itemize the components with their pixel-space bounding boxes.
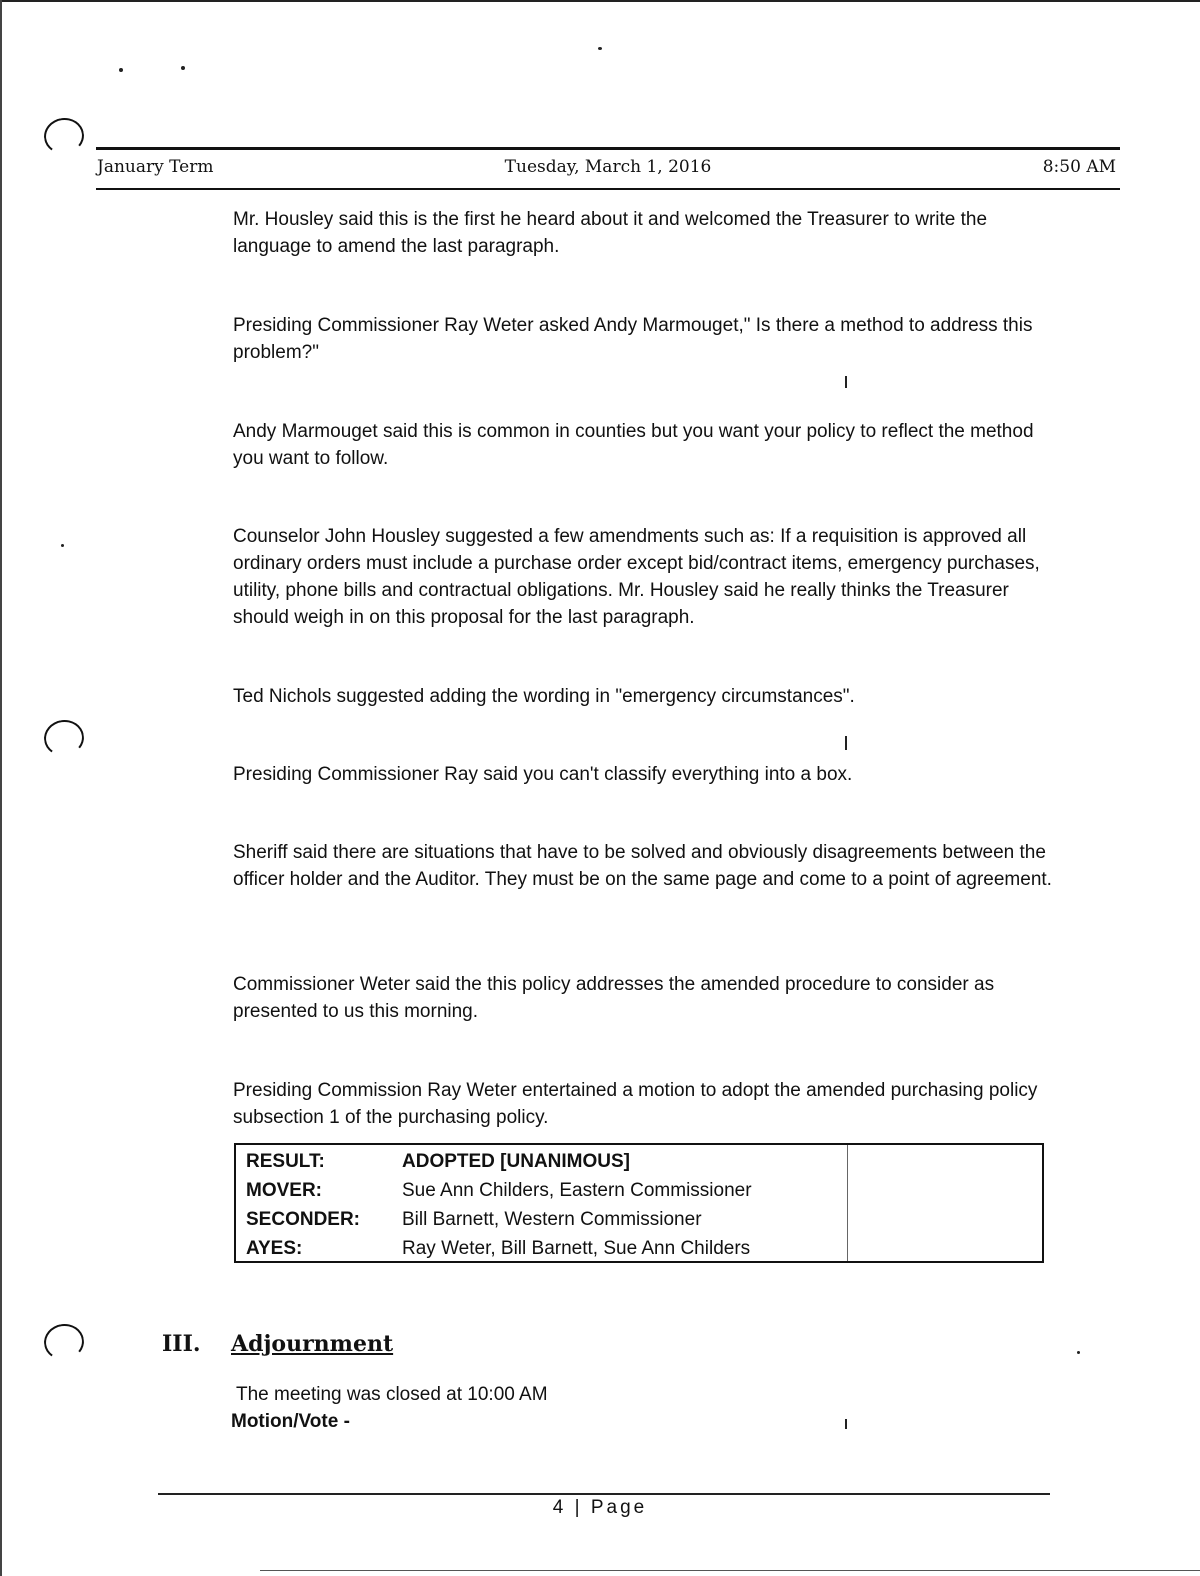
page-edge-bottom <box>260 1570 1200 1571</box>
minutes-paragraph: Counselor John Housley suggested a few amendments such as: If a requisition is approved all ordinary orders must include a purchase order except bid/contract items, emergency purchases, utility, phone bills and contractual obligations. Mr. Housley said he really thinks the Treasurer should weigh in on this proposal for the last paragraph. <box>233 526 1040 628</box>
page-edge-left <box>0 0 2 1576</box>
vote-label: MOVER: <box>246 1180 322 1201</box>
minutes-paragraph: Mr. Housley said this is the first he heard about it and welcomed the Treasurer to write the language to amend the last paragraph. <box>233 209 988 257</box>
scan-speck <box>61 544 64 547</box>
scan-speck <box>119 68 123 72</box>
vote-label: SECONDER: <box>246 1209 361 1230</box>
vote-label: RESULT: <box>246 1151 325 1172</box>
page-edge-top <box>0 0 1200 2</box>
footer-rule <box>158 1493 1050 1495</box>
vote-value: Ray Weter, Bill Barnett, Sue Ann Childers <box>402 1238 751 1259</box>
minutes-paragraph: Sheriff said there are situations that have to be solved and obviously disagreements between the officer holder and the Auditor. They must be on the same page and come to a point of agreement. <box>233 842 1052 890</box>
minutes-paragraph: Ted Nichols suggested adding the wording in "emergency circumstances". <box>233 686 855 707</box>
minutes-paragraph: Andy Marmouget said this is common in counties but you want your policy to reflect the method you want to follow. <box>233 421 1034 469</box>
scan-speck <box>845 1419 847 1429</box>
minutes-paragraph: Commissioner Weter said the this policy addresses the amended procedure to consider as presented to us this morning. <box>233 974 995 1022</box>
header-rule-top <box>96 147 1120 150</box>
vote-value: ADOPTED [UNANIMOUS] <box>402 1151 630 1172</box>
minutes-paragraph: Presiding Commission Ray Weter entertained a motion to adopt the amended purchasing policy subsection 1 of the purchasing policy. <box>233 1080 1038 1128</box>
header-time: 8:50 AM <box>1042 157 1116 177</box>
section-title: Adjournment <box>231 1331 394 1357</box>
scan-speck <box>845 736 847 750</box>
scan-speck <box>845 376 847 388</box>
scan-speck <box>181 66 185 70</box>
vote-label: AYES: <box>246 1238 303 1259</box>
closing-text: The meeting was closed at 10:00 AM <box>236 1384 548 1405</box>
scan-speck <box>598 47 602 50</box>
minutes-paragraph: Presiding Commissioner Ray said you can't classify everything into a box. <box>233 764 853 785</box>
vote-value: Bill Barnett, Western Commissioner <box>402 1209 702 1230</box>
header-rule-bottom <box>96 188 1120 190</box>
header-term: January Term <box>97 157 214 177</box>
section-number: III. <box>162 1331 201 1357</box>
page-number: 4 | Page <box>552 1497 648 1518</box>
vote-table-divider <box>847 1145 848 1261</box>
vote-value: Sue Ann Childers, Eastern Commissioner <box>402 1180 752 1201</box>
minutes-paragraph: Presiding Commissioner Ray Weter asked Andy Marmouget," Is there a method to address this problem?" <box>233 315 1033 363</box>
punch-hole-icon <box>42 1321 87 1362</box>
header-date: Tuesday, March 1, 2016 <box>504 157 712 177</box>
motion-vote-label: Motion/Vote - <box>231 1411 350 1432</box>
punch-hole-icon <box>42 717 87 758</box>
vote-result-table <box>234 1143 1044 1263</box>
punch-hole-icon <box>42 115 87 156</box>
scan-speck <box>1077 1351 1080 1354</box>
